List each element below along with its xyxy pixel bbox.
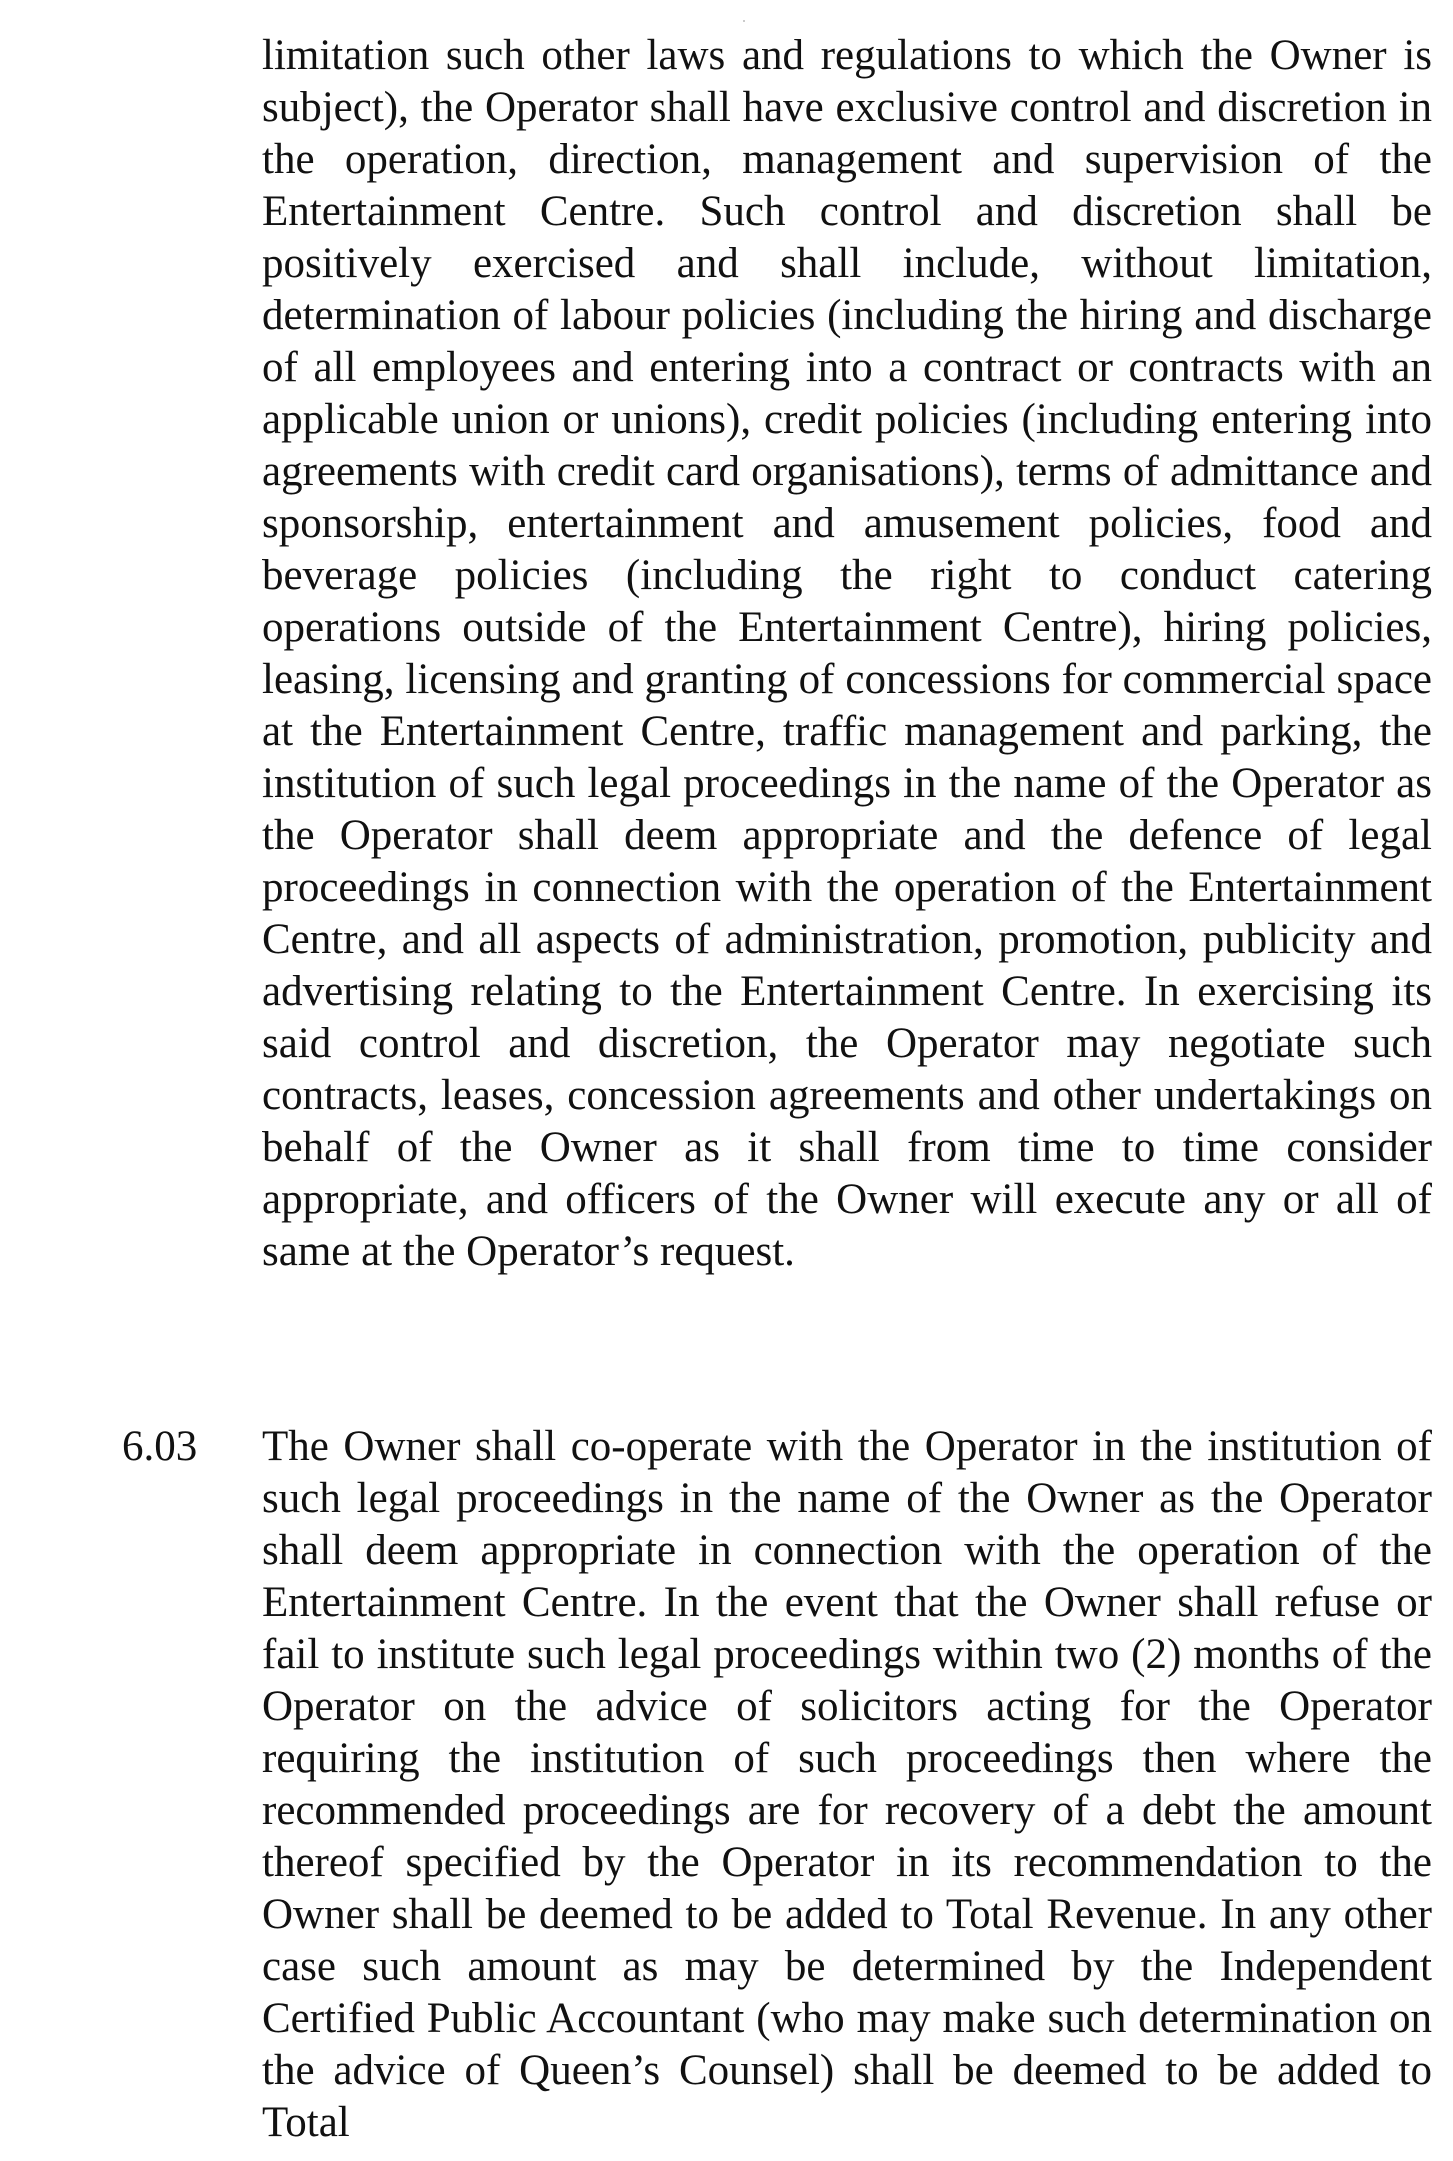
clause-text: The Owner shall co-operate with the Operator in the institution of such legal proceedings in the name of the Owner as the Operator shall deem appropriate in connection with the operation of the Entertainment Centre. In the event that the Owner shall refuse or fail to institute such legal proceedings within two (2) months of the Operator on the advice of solicitors acting for the Operator requiring the institution of such proceedings then where the recommended proceedings are for recovery of a debt the amount thereof specified by the Operator in its recommendation to the Owner shall be deemed to be added to Total Revenue. In any other case such amount as may be determined by the Independent Certified Public Accountant (who may make such determination on the advice of Queen’s Counsel) shall be deemed to be added to Total bbox=[262, 1423, 1432, 2146]
paragraph-continuation: limitation such other laws and regulations to which the Owner is subject), the Operator shall have exclusive control and discretion in the operation, direction, management and supervision of the Entertainment Centre. Such control and discretion shall be positively exercised and shall include, without limitation, determination of labour policies (including the hiring and discharge of all employees and entering into a contract or contracts with an applicable union or unions), credit policies (including entering into agreements with credit card organisations), terms of admittance and sponsorship, entertainment and amusement policies, food and beverage policies (including the right to conduct catering operations outside of the Entertainment Centre), hiring policies, leasing, licensing and granting of concessions for commercial space at the Entertainment Centre, traffic management and parking, the institution of such legal proceedings in the name of the Operator as the Operator shall deem appropriate and the defence of legal proceedings in connection with the operation of the Entertainment Centre, and all aspects of administration, promotion, publicity and advertising relating to the Entertainment Centre. In exercising its said control and discretion, the Operator may negotiate such contracts, leases, concession agreements and other undertakings on behalf of the Owner as it shall from time to time consider appropriate, and officers of the Owner will execute any or all of same at the Operator’s request. bbox=[262, 32, 1432, 1275]
scan-speck bbox=[743, 20, 745, 22]
clause-number: 6.03 bbox=[122, 1423, 198, 1470]
